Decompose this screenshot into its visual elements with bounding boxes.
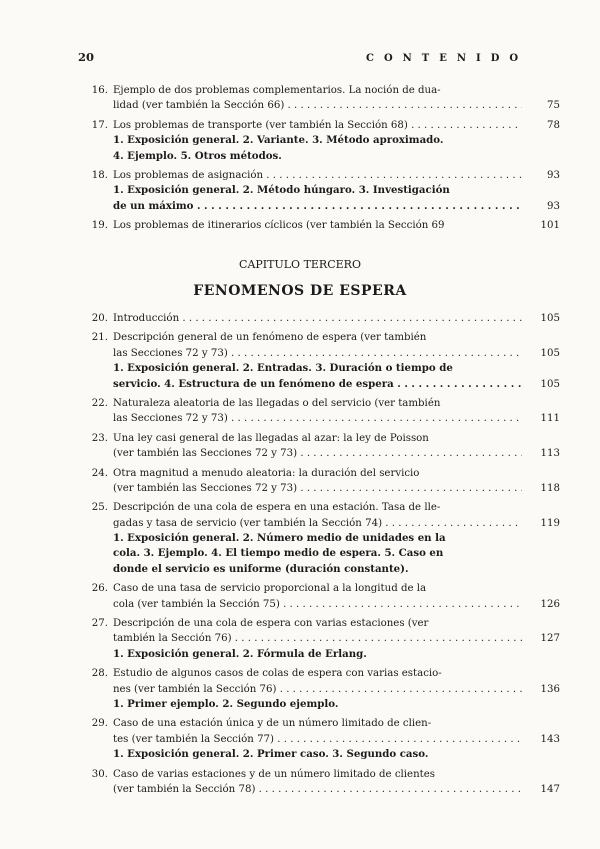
toc-entry-number: 16. <box>91 85 108 96</box>
toc-entry-number: 24. <box>91 467 108 479</box>
toc-line <box>80 531 560 546</box>
toc-line <box>80 431 560 446</box>
toc-subtopics: 1. Exposición general. 2. Método húngaro. 3. Investigación <box>113 184 450 197</box>
toc-entry <box>80 466 560 497</box>
toc-subtopics: 1. Exposición general. 2. Fórmula de Erlang. <box>113 647 367 660</box>
toc-subtopics: 1. Primer ejemplo. 2. Segundo ejemplo. <box>113 697 339 710</box>
toc-subtopics: de un máximo . . . <box>113 199 522 214</box>
toc-entry-title: (ver también las Secciones 72 y 73) . . . <box>113 481 522 496</box>
toc-entry <box>80 396 560 427</box>
toc-entry-title: las Secciones 72 y 73) . . . <box>113 346 522 361</box>
toc-line <box>80 98 560 113</box>
toc-subtopics: cola. 3. Ejemplo. 4. El tiempo medio de espera. 5. Caso en <box>113 547 444 560</box>
toc-entry-title: tes (ver también la Sección 77) . . . <box>113 732 522 747</box>
toc-line <box>80 149 560 164</box>
toc-entry-number: 30. <box>91 768 108 780</box>
chapter-title: FENOMENOS DE ESPERA <box>193 283 407 299</box>
toc-line <box>80 183 560 198</box>
toc-line <box>80 616 560 631</box>
toc-line <box>80 581 560 596</box>
toc-entry-title: Descripción de una cola de espera con varias estaciones (ver <box>113 618 429 630</box>
toc-line <box>80 168 560 183</box>
toc-entry-title: Caso de una tasa de servicio proporcional a la longitud de la <box>113 583 427 595</box>
toc-line <box>80 377 560 392</box>
toc-line <box>80 330 560 345</box>
toc-line <box>80 682 560 697</box>
toc-page-number: 75 <box>547 100 560 112</box>
toc-entry <box>80 311 560 326</box>
toc-entry-title: lidad (ver también la Sección 66) . . . <box>113 98 522 113</box>
toc-line <box>80 311 560 326</box>
toc-entry <box>80 118 560 164</box>
toc-entry-title: gadas y tasa de servicio (ver también la Sección 74) . . . <box>113 516 522 531</box>
toc-line <box>80 411 560 426</box>
toc-entry-number: 29. <box>91 718 108 730</box>
toc-line <box>80 782 560 797</box>
toc-line <box>80 747 560 762</box>
toc-entry <box>80 168 560 214</box>
toc-page-number: 127 <box>540 633 560 645</box>
toc-entry-title: Una ley casi general de las llegadas al azar: la ley de Poisson <box>113 432 429 444</box>
toc-entry-title: Los problemas de transporte (ver también la Sección 68) . . . <box>113 118 522 133</box>
toc-line <box>80 666 560 681</box>
toc-entry-title: Los problemas de itinerarios cíclicos (ver también la Sección 69 <box>113 220 445 232</box>
toc-line <box>80 546 560 561</box>
toc-line <box>80 697 560 712</box>
toc-line <box>80 481 560 496</box>
toc-entry <box>80 581 560 612</box>
toc-line <box>80 767 560 782</box>
toc-page-number: 93 <box>547 200 560 212</box>
toc-line <box>80 716 560 731</box>
toc-line <box>80 732 560 747</box>
running-header: CONTENIDO <box>366 53 529 64</box>
toc-line <box>80 647 560 662</box>
toc-entry-title: Introducción . . . <box>113 311 522 326</box>
toc-subtopics: 4. Ejemplo. 5. Otros métodos. <box>113 149 282 162</box>
toc-entry-title: también la Sección 76) . . . <box>113 631 522 646</box>
toc-section-chapter-two-end <box>80 83 560 238</box>
toc-line <box>80 396 560 411</box>
toc-subtopics: servicio. 4. Estructura de un fenómeno de espera . . . <box>113 377 522 392</box>
toc-entry-title: Estudio de algunos casos de colas de espera con varias estacio- <box>113 668 442 680</box>
toc-page-number: 93 <box>547 169 560 181</box>
toc-line <box>80 446 560 461</box>
toc-line <box>80 466 560 481</box>
toc-page-number: 101 <box>540 220 560 232</box>
toc-entry <box>80 330 560 392</box>
toc-entry <box>80 218 560 233</box>
toc-entry <box>80 666 560 712</box>
toc-page-number: 143 <box>540 733 560 745</box>
toc-entry-title: Ejemplo de dos problemas complementarios. La noción de dua- <box>113 85 441 96</box>
toc-line <box>80 631 560 646</box>
toc-page-number: 147 <box>540 783 560 795</box>
toc-entry <box>80 716 560 762</box>
toc-entry-title: Caso de varias estaciones y de un número limitado de clientes <box>113 768 435 780</box>
toc-section-chapter-three <box>80 311 560 801</box>
toc-entry-number: 20. <box>91 313 108 324</box>
toc-page-number: 111 <box>540 413 560 425</box>
toc-line <box>80 133 560 148</box>
toc-page-number: 118 <box>540 482 560 494</box>
toc-line <box>80 562 560 577</box>
toc-entry-number: 27. <box>91 618 108 630</box>
toc-page-number: 136 <box>540 683 560 695</box>
toc-entry-number: 19. <box>91 220 108 232</box>
toc-entry-title: nes (ver también la Sección 76) . . . <box>113 682 522 697</box>
toc-line <box>80 361 560 376</box>
toc-entry-title: cola (ver también la Sección 75) . . . <box>113 597 522 612</box>
toc-entry-title: las Secciones 72 y 73) . . . <box>113 411 522 426</box>
toc-page-number: 78 <box>547 119 560 131</box>
toc-entry-number: 17. <box>91 119 108 131</box>
page-number: 20 <box>78 50 95 64</box>
toc-entry-number: 26. <box>91 583 108 595</box>
toc-page-number: 105 <box>540 347 560 359</box>
toc-line <box>80 597 560 612</box>
toc-entry-title: Descripción general de un fenómeno de espera (ver también <box>113 332 427 344</box>
toc-entry-number: 28. <box>91 668 108 680</box>
toc-line <box>80 199 560 214</box>
toc-entry-number: 22. <box>91 397 108 409</box>
toc-entry <box>80 431 560 462</box>
toc-page-number: 105 <box>540 378 560 390</box>
toc-subtopics: 1. Exposición general. 2. Primer caso. 3. Segundo caso. <box>113 748 429 761</box>
toc-entry-title: Descripción de una cola de espera en una estación. Tasa de lle- <box>113 502 441 514</box>
toc-entry-title: Naturaleza aleatoria de las llegadas o del servicio (ver también <box>113 397 441 409</box>
chapter-label: CAPITULO TERCERO <box>239 258 361 271</box>
toc-line <box>80 83 560 98</box>
toc-entry <box>80 616 560 662</box>
toc-entry-number: 25. <box>91 502 108 514</box>
toc-line <box>80 516 560 531</box>
toc-page-number: 105 <box>540 313 560 324</box>
toc-subtopics: 1. Exposición general. 2. Entradas. 3. Duración o tiempo de <box>113 362 453 375</box>
toc-subtopics: 1. Exposición general. 2. Número medio de unidades en la <box>113 532 446 545</box>
toc-page-number: 113 <box>540 448 560 460</box>
toc-line <box>80 218 560 233</box>
toc-entry <box>80 500 560 577</box>
toc-entry <box>80 767 560 798</box>
toc-page-number: 126 <box>540 598 560 610</box>
toc-entry-title: (ver también las Secciones 72 y 73) . . . <box>113 446 522 461</box>
toc-subtopics: donde el servicio es uniforme (duración constante). <box>113 562 409 575</box>
toc-entry-title: Los problemas de asignación . . . <box>113 168 522 183</box>
toc-line <box>80 346 560 361</box>
toc-entry-number: 21. <box>91 332 108 344</box>
toc-entry-title: Otra magnitud a menudo aleatoria: la duración del servicio <box>113 467 420 479</box>
toc-entry-title: (ver también la Sección 78) . . . <box>113 782 522 797</box>
toc-entry-number: 18. <box>91 169 108 181</box>
toc-line <box>80 118 560 133</box>
toc-line <box>80 500 560 515</box>
toc-entry-number: 23. <box>91 432 108 444</box>
toc-page-number: 119 <box>540 517 560 529</box>
toc-entry <box>80 83 560 114</box>
toc-entry-title: Caso de una estación única y de un número limitado de clien- <box>113 718 432 730</box>
toc-subtopics: 1. Exposición general. 2. Variante. 3. Método aproximado. <box>113 134 444 147</box>
